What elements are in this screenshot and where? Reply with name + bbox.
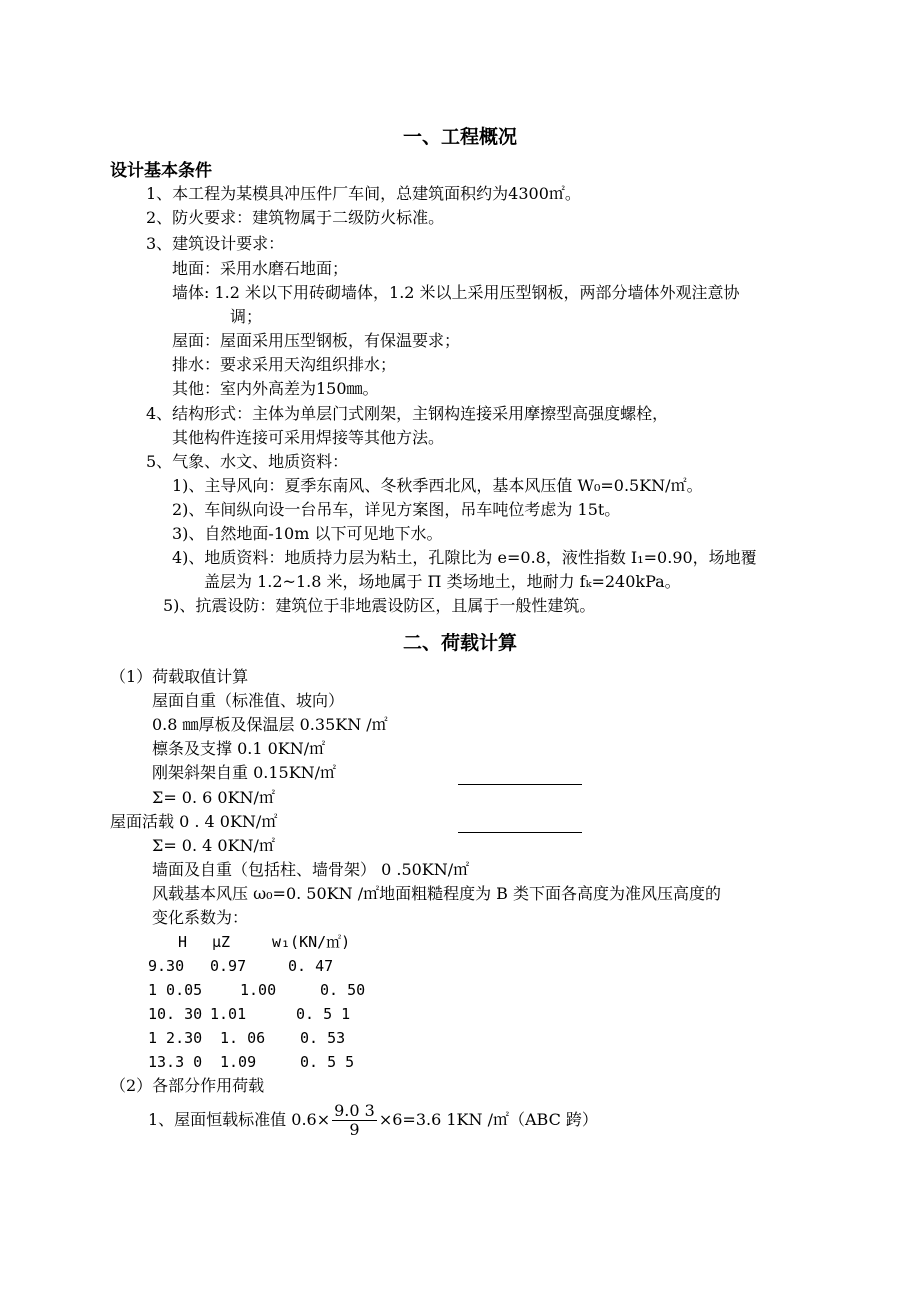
- table-row-1-mu: 0.97: [210, 957, 247, 975]
- table-row-4-mu: 1. 06: [220, 1029, 266, 1047]
- live-load-text: 屋面活载 0 . 4 0KN/㎡: [110, 812, 278, 831]
- wall-text-2: 调；: [230, 307, 263, 326]
- item-4-text-1: 4、结构形式：主体为单层门式刚架，主钢构连接采用摩擦型高强度螺栓，: [146, 404, 669, 423]
- roof-dead-load-formula: [148, 1098, 598, 1142]
- wall-text-1: 墙体: 1.2 米以下用砖砌墙体，1.2 米以上采用压型钢板，两部分墙体外观注意协: [172, 283, 740, 302]
- purlin-text: 檩条及支撑 0.1 0KN/㎡: [152, 739, 326, 758]
- component-loads-heading: （2）各部分作用荷载: [110, 1076, 265, 1095]
- dead-load-sum-text: Σ= 0. 6 0KN/㎡: [152, 788, 275, 807]
- item-1-text: 1、本工程为某模具冲压件厂车间，总建筑面积约为4300㎡。: [146, 184, 581, 203]
- table-row-5-w: 0. 5 5: [300, 1053, 355, 1071]
- coefficient-intro-text: 变化系数为：: [152, 908, 249, 927]
- sheet-insulation-text: 0.8 ㎜厚板及保温层 0.35KN /㎡: [152, 715, 388, 734]
- table-header-mu: μZ: [212, 933, 231, 951]
- wind-pressure-text: 风载基本风压 ω₀=0. 50KN /㎡地面粗糙程度为 B 类下面各高度为准风压高度的: [152, 884, 722, 903]
- load-values-heading: （1）荷载取值计算: [110, 667, 249, 686]
- table-row-5-mu: 1.09: [220, 1053, 257, 1071]
- table-row-5-h: 13.3 0: [148, 1053, 203, 1071]
- item-5-text: 5、气象、水文、地质资料：: [146, 452, 349, 471]
- section-title-overview: 一、工程概况: [402, 126, 517, 148]
- drainage-text: 排水：要求采用天沟组织排水；: [172, 355, 397, 374]
- fraction-denominator: 9: [349, 1120, 360, 1139]
- geology-text-1: 4)、地质资料：地质持力层为粘土，孔隙比为 e=0.8，液性指数 I₁=0.90，场地覆: [172, 548, 757, 567]
- roof-self-weight-text: 屋面自重（标准值、坡向）: [152, 691, 345, 710]
- fraction-numerator: 9.0 3: [334, 1101, 375, 1120]
- formula-suffix: ×6=3.6 1KN /㎡（ABC 跨）: [378, 1110, 598, 1129]
- seismic-text: 5)、抗震设防：建筑位于非地震设防区，且属于一般性建筑。: [163, 596, 596, 615]
- groundwater-text: 3)、自然地面-10m 以下可见地下水。: [172, 524, 443, 543]
- table-header-h: H: [178, 933, 188, 951]
- item-2-text: 2、防火要求：建筑物属于二级防火标准。: [146, 208, 445, 227]
- table-row-3-w: 0. 5 1: [296, 1005, 351, 1023]
- live-load-sum-text: Σ= 0. 4 0KN/㎡: [152, 836, 275, 855]
- item-3-text: 3、建筑设计要求：: [146, 234, 285, 253]
- table-row-4-h: 1 2.30: [148, 1029, 203, 1047]
- wall-self-weight-text: 墙面及自重（包括柱、墙骨架） 0 .50KN/㎡: [152, 860, 470, 879]
- table-row-2-mu: 1.00: [240, 981, 277, 999]
- other-text: 其他：室内外高差为150㎜。: [172, 379, 379, 398]
- table-row-3-h: 10. 30: [148, 1005, 203, 1023]
- table-row-1-h: 9.30: [148, 957, 185, 975]
- rafter-text: 刚架斜架自重 0.15KN/㎡: [152, 763, 337, 782]
- sum-rule-2: [458, 832, 582, 833]
- floor-text: 地面：采用水磨石地面；: [172, 259, 349, 278]
- table-row-2-h: 1 0.05: [148, 981, 203, 999]
- table-header-w: w₁(KN/㎡): [272, 933, 351, 951]
- sum-rule-1: [458, 784, 582, 785]
- geology-text-2: 盖层为 1.2~1.8 米，场地属于 Π 类场地土，地耐力 fₖ=240kPa。: [204, 572, 681, 591]
- crane-text: 2)、车间纵向设一台吊车，详见方案图，吊车吨位考虑为 15t。: [172, 500, 621, 519]
- roof-text: 屋面：屋面采用压型钢板，有保温要求；: [172, 331, 461, 350]
- table-row-4-w: 0. 53: [300, 1029, 346, 1047]
- design-conditions-heading: 设计基本条件: [110, 161, 212, 181]
- formula-prefix: 1、屋面恒载标准值 0.6×: [148, 1110, 331, 1129]
- table-row-1-w: 0. 47: [288, 957, 334, 975]
- wind-text: 1)、主导风向：夏季东南风、冬秋季西北风，基本风压值 W₀=0.5KN/㎡。: [172, 476, 703, 495]
- table-row-2-w: 0. 50: [320, 981, 366, 999]
- formula-fraction: [332, 1102, 377, 1139]
- section-title-loads: 二、荷载计算: [402, 632, 517, 654]
- item-4-text-2: 其他构件连接可采用焊接等其他方法。: [172, 428, 445, 447]
- table-row-3-mu: 1.01: [210, 1005, 247, 1023]
